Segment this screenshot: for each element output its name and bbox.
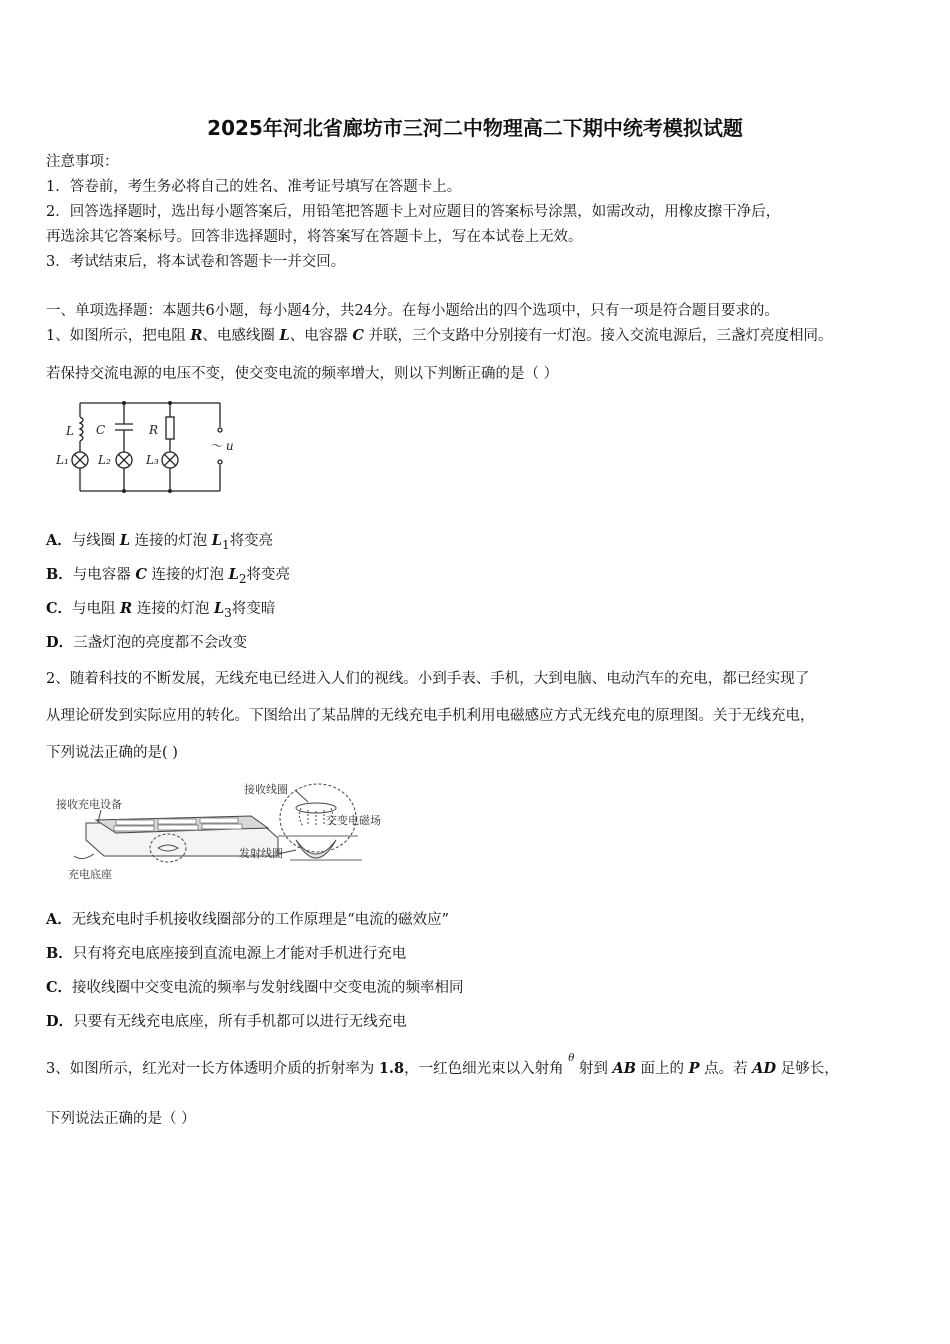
option-text: 将变亮 — [246, 567, 291, 583]
option-sub: 1 — [222, 537, 230, 552]
q3-index: 1.8 — [378, 1060, 405, 1077]
option-key: A． — [46, 532, 72, 549]
option-var: L — [213, 600, 225, 617]
notice-item: 3．考试结束后，将本试卷和答题卡一并交回。 — [46, 254, 346, 270]
option-var: R — [120, 600, 133, 617]
option-var: L — [119, 532, 131, 549]
terminal — [218, 428, 222, 432]
q3-stem-line1 — [46, 1053, 839, 1082]
option-text: 三盏灯泡的亮度都不会改变 — [73, 635, 248, 651]
page-title: 2025年河北省廊坊市三河二中物理高二下期中统考模拟试题 — [207, 116, 743, 140]
q2-option-b — [46, 943, 406, 965]
q2-stem-line: 2、随着科技的不断发展，无线充电已经进入人们的视线。小到手表、手机，大到电脑、电动汽车的充电，都已经实现了 — [46, 671, 810, 687]
q1-option-b — [46, 564, 290, 590]
q3-text: 面上的 — [635, 1061, 689, 1077]
option-var: C — [135, 566, 147, 583]
circuit-svg — [52, 395, 252, 495]
label-source: ～ u — [210, 439, 234, 453]
label-l: L — [66, 424, 74, 438]
q2-stem-line: 下列说法正确的是( ) — [46, 745, 178, 761]
option-key: A． — [46, 911, 72, 928]
q1-text: 并联，三个支路中分别接有一灯泡。接入交流电源后，三盏灯亮度相同。 — [363, 328, 833, 344]
option-key: D． — [46, 1013, 74, 1030]
q3-text: 点。若 — [699, 1061, 753, 1077]
terminal — [218, 460, 222, 464]
q1-option-d — [46, 632, 247, 654]
inductor-coil — [80, 417, 83, 441]
option-text: 与电容器 — [72, 567, 136, 583]
q1-var-l: L — [279, 327, 290, 344]
option-var: L — [228, 566, 239, 583]
label-r: R — [149, 423, 159, 437]
section-heading: 一、单项选择题：本题共6小题，每小题4分，共24分。在每小题给出的四个选项中，只有一项是符合题目要求的。 — [46, 303, 779, 319]
q3-text: 射到 — [574, 1061, 613, 1077]
q2-stem-line: 从理论研发到实际应用的转化。下图给出了某品牌的无线充电手机利用电磁感应方式无线充电的原理图。关于无线充电， — [46, 708, 815, 724]
q3-text: ，一红色细光束以入射角 — [404, 1061, 569, 1077]
label-field: 交变电磁场 — [326, 814, 381, 827]
option-text: 只要有无线充电底座，所有手机都可以进行无线充电 — [73, 1014, 407, 1030]
label-base: 充电底座 — [68, 868, 112, 881]
wireless-svg — [46, 778, 406, 888]
option-key: D． — [46, 634, 74, 651]
q3-var-ad: AD — [752, 1060, 777, 1077]
q1-text: 、电容器 — [289, 328, 353, 344]
option-key: C． — [46, 600, 73, 617]
option-text: 连接的灯泡 — [130, 533, 212, 549]
option-text: 与电阻 — [72, 601, 121, 617]
option-text: 将变暗 — [231, 601, 276, 617]
label-c: C — [96, 423, 106, 437]
notice-heading: 注意事项： — [46, 154, 119, 170]
option-text: 连接的灯泡 — [146, 567, 229, 583]
transmit-coil — [296, 840, 336, 858]
q3-stem-line2: 下列说法正确的是（ ） — [46, 1111, 196, 1127]
label-receiver-device: 接收充电设备 — [56, 798, 122, 811]
wireless-charging-diagram — [46, 778, 406, 888]
option-text: 无线充电时手机接收线圈部分的工作原理是“电流的磁效应” — [71, 912, 450, 928]
q1-text: 1、如图所示，把电阻 — [46, 328, 191, 344]
option-key: B． — [46, 945, 73, 962]
q2-option-a — [46, 909, 449, 931]
q1-option-a — [46, 530, 273, 556]
option-sub: 3 — [224, 605, 232, 620]
q1-text: 、电感线圈 — [202, 328, 280, 344]
label-transmit-coil: 发射线圈 — [239, 847, 283, 860]
option-text: 连接的灯泡 — [132, 601, 214, 617]
q1-var-c: C — [352, 327, 364, 344]
label-receive-coil: 接收线圈 — [244, 783, 288, 796]
resistor — [166, 417, 174, 439]
label-l2: L₂ — [98, 453, 111, 467]
q1-stem-line1 — [46, 325, 832, 347]
q1-var-r: R — [190, 327, 203, 344]
q1-stem-line2: 若保持交流电源的电压不变，使交变电流的频率增大，则以下判断正确的是（ ） — [46, 366, 559, 382]
circuit-diagram — [52, 395, 252, 495]
q2-option-c — [46, 977, 464, 999]
option-text: 与线圈 — [71, 533, 120, 549]
q3-var-p: P — [688, 1060, 700, 1077]
option-text: 接收线圈中交变电流的频率与发射线圈中交变电流的频率相同 — [72, 980, 464, 996]
notice-item: 1．答卷前，考生务必将自己的姓名、准考证号填写在答题卡上。 — [46, 179, 462, 195]
q1-option-c — [46, 598, 275, 624]
option-text: 将变亮 — [229, 533, 274, 549]
option-var: L — [211, 532, 222, 549]
q3-text: 足够长， — [776, 1061, 839, 1077]
option-text: 只有将充电底座接到直流电源上才能对手机进行充电 — [72, 946, 407, 962]
q3-var-ab: AB — [612, 1060, 636, 1077]
notice-item: 2．回答选择题时，选出每小题答案后，用铅笔把答题卡上对应题目的答案标号涂黑，如需改动，用橡皮擦干净后， — [46, 204, 781, 220]
option-key: C． — [46, 979, 73, 996]
option-sub: 2 — [238, 571, 247, 586]
label-l3: L₃ — [146, 453, 159, 467]
q2-option-d — [46, 1011, 407, 1033]
option-key: B． — [46, 566, 73, 583]
q3-theta: θ — [568, 1053, 575, 1064]
notice-item: 再选涂其它答案标号。回答非选择题时，将答案写在答题卡上，写在本试卷上无效。 — [46, 229, 583, 245]
label-l1: L₁ — [56, 453, 69, 467]
q3-text: 3、如图所示，红光对一长方体透明介质的折射率为 — [46, 1061, 379, 1077]
